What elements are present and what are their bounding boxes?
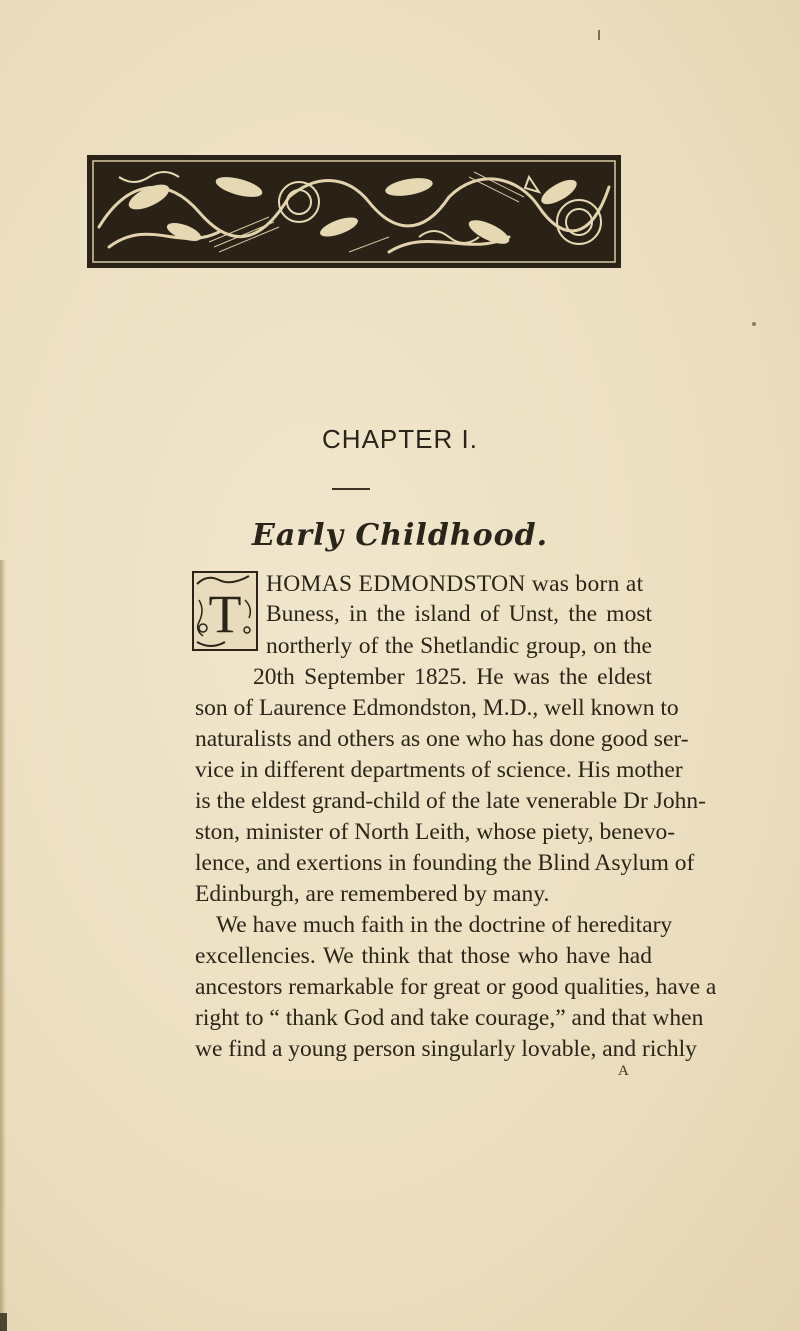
- ornamental-headpiece: [87, 155, 621, 268]
- text-line: northerly of the Shetlandic group, on the: [266, 633, 652, 659]
- drop-cap-initial: [191, 570, 259, 652]
- text-line: right to “ thank God and take courage,” and that when: [195, 1005, 704, 1031]
- text-line: We have much faith in the doctrine of hereditary: [216, 912, 673, 938]
- text-line: we find a young person singularly lovable, and richly: [195, 1036, 697, 1062]
- signature-mark: A: [618, 1063, 629, 1079]
- page-edge-shadow: [0, 560, 6, 1331]
- chapter-title: Early Childhood.: [251, 518, 549, 553]
- text-line: excellencies. We think that those who have had: [195, 943, 652, 969]
- floral-ornament-icon: [89, 157, 619, 266]
- text-line: Edinburgh, are remembered by many.: [195, 881, 550, 907]
- paper-blemish: [598, 30, 600, 40]
- text-line: HOMAS EDMONDSTON was born at: [266, 571, 644, 597]
- text-line: is the eldest grand-child of the late venerable Dr John-: [195, 788, 706, 814]
- text-line: vice in different departments of science. His mother: [195, 757, 683, 783]
- binding-mark: [0, 1313, 7, 1331]
- paper-blemish: [752, 322, 756, 326]
- chapter-heading: CHAPTER I.: [322, 424, 478, 454]
- title-rule: [332, 488, 370, 490]
- svg-text:T: T: [208, 584, 242, 644]
- text-line: naturalists and others as one who has done good ser-: [195, 726, 689, 752]
- text-line: ston, minister of North Leith, whose piety, benevo-: [195, 819, 676, 845]
- text-line: 20th September 1825. He was the eldest: [253, 664, 652, 690]
- text-line: son of Laurence Edmondston, M.D., well known to: [195, 695, 679, 721]
- text-line: ancestors remarkable for great or good qualities, have a: [195, 974, 717, 1000]
- text-line: lence, and exertions in founding the Blind Asylum of: [195, 850, 695, 876]
- text-line: Buness, in the island of Unst, the most: [266, 601, 652, 627]
